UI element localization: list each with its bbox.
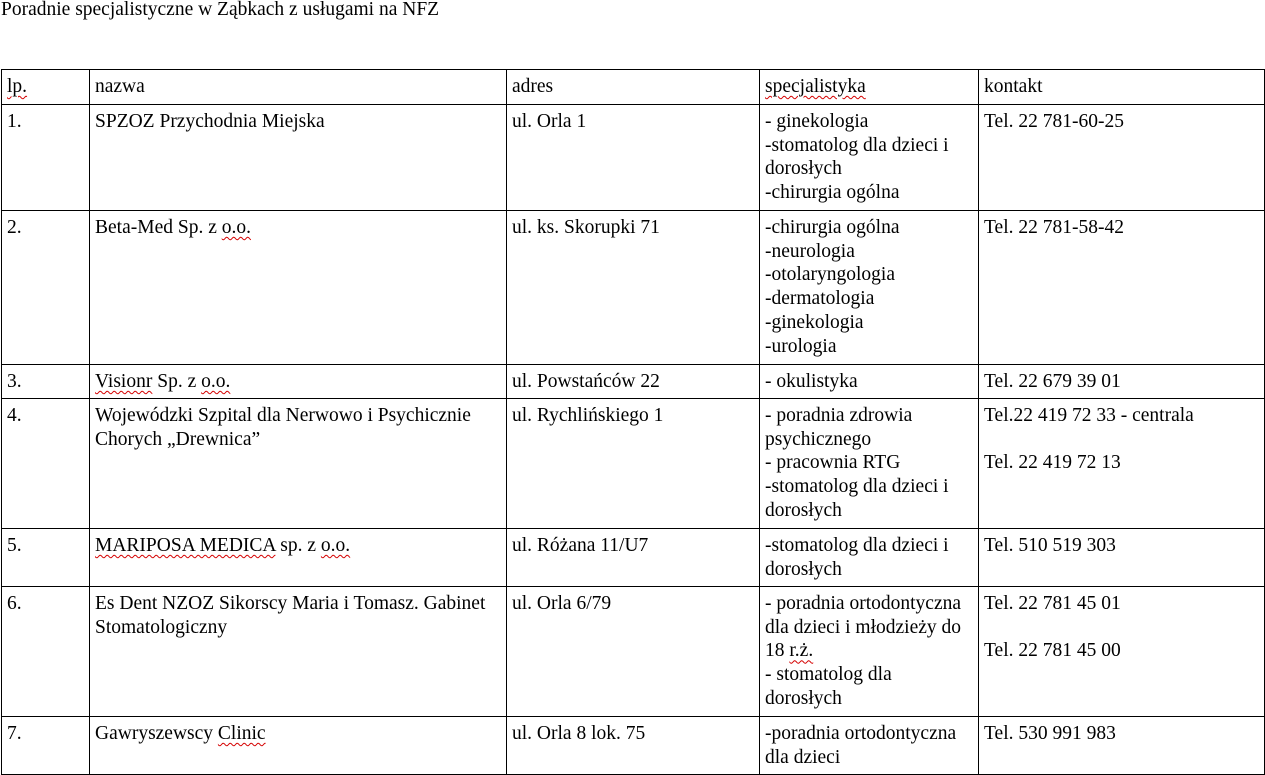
table-row <box>2 399 1265 529</box>
table-row <box>2 211 1265 365</box>
specialty-line: -otolaryngologia <box>765 264 895 286</box>
cell-lp <box>2 399 90 529</box>
clinic-name-part: o.o. <box>201 371 231 392</box>
clinics-table <box>1 69 1265 775</box>
header-nazwa <box>90 70 507 105</box>
contact-phone: Tel. 22 679 39 01 <box>984 371 1121 392</box>
header-specjalistyka <box>760 70 979 105</box>
cell-kontakt <box>979 365 1265 399</box>
cell-lp <box>2 587 90 717</box>
clinic-name-part: Beta-Med Sp. z <box>95 217 222 238</box>
cell-nazwa <box>90 717 507 775</box>
clinic-address: ul. Orla 1 <box>512 111 587 132</box>
cell-kontakt <box>979 105 1265 211</box>
cell-nazwa <box>90 365 507 399</box>
cell-nazwa <box>90 587 507 717</box>
cell-adres <box>507 399 760 529</box>
specialty-line: -stomatolog dla dzieci i <box>765 476 949 498</box>
clinic-name-part: o.o. <box>221 217 251 238</box>
specialty-line: -ginekologia <box>765 311 864 333</box>
specialty-line: -urologia <box>765 335 837 357</box>
cell-lp <box>2 529 90 587</box>
specialty-line: -chirurgia ogólna <box>765 217 900 238</box>
document-title: Poradnie specjalistyczne w Ząbkach z usługami na NFZ <box>1 0 440 20</box>
cell-specjalistyka <box>760 105 979 211</box>
cell-nazwa <box>90 529 507 587</box>
row-number: 2. <box>7 217 22 238</box>
clinic-name-part: o.o. <box>320 535 351 556</box>
cell-kontakt <box>979 529 1265 587</box>
row-number: 3. <box>7 371 22 392</box>
table-header-row <box>2 70 1265 105</box>
cell-nazwa <box>90 399 507 529</box>
clinic-address: ul. Orla 8 lok. 75 <box>512 723 646 744</box>
contact-phone: Tel. 22 781-58-42 <box>984 217 1124 238</box>
table-row <box>2 717 1265 775</box>
cell-kontakt <box>979 399 1265 529</box>
table-row <box>2 587 1265 717</box>
cell-adres <box>507 529 760 587</box>
table-row <box>2 365 1265 399</box>
clinic-address: ul. Rychlińskiego 1 <box>512 405 664 426</box>
contact-phone: Tel. 22 781 45 00 <box>984 640 1121 662</box>
row-number: 7. <box>7 723 22 744</box>
clinic-name <box>95 371 230 392</box>
cell-kontakt <box>979 211 1265 365</box>
clinic-name <box>95 217 251 238</box>
cell-adres <box>507 365 760 399</box>
specialty-line: dla dzieci <box>765 746 841 768</box>
cell-lp <box>2 365 90 399</box>
header-specjalistyka-label: specjalistyka <box>765 76 866 97</box>
clinic-address: ul. Różana 11/U7 <box>512 535 649 556</box>
specialty-line: dorosłych <box>765 687 842 709</box>
header-lp-label: lp. <box>7 76 28 97</box>
specialty-line: dorosłych <box>765 499 842 521</box>
specialty-line: dla dzieci i młodzieży do <box>765 616 962 638</box>
cell-lp <box>2 211 90 365</box>
cell-specjalistyka <box>760 211 979 365</box>
header-nazwa-label: nazwa <box>95 76 145 97</box>
header-kontakt <box>979 70 1265 105</box>
specialty-line: dorosłych <box>765 158 842 180</box>
contact-phone: Tel. 510 519 303 <box>984 535 1116 556</box>
cell-specjalistyka <box>760 529 979 587</box>
clinic-address: ul. Powstańców 22 <box>512 371 660 392</box>
clinic-name-part: Visionr <box>95 371 153 392</box>
header-adres-label: adres <box>512 76 554 97</box>
specialty-line: -stomatolog dla dzieci i <box>765 535 949 556</box>
specialty-line: -stomatolog dla dzieci i <box>765 134 949 156</box>
cell-kontakt <box>979 587 1265 717</box>
row-number: 4. <box>7 405 22 426</box>
clinic-address: ul. Orla 6/79 <box>512 593 612 614</box>
specialty-line: - pracownia RTG <box>765 452 901 474</box>
header-lp <box>2 70 90 105</box>
cell-adres <box>507 211 760 365</box>
specialty-line: -dermatologia <box>765 288 875 310</box>
clinic-name-part: MARIPOSA MEDICA <box>95 535 276 556</box>
specialty-line: - ginekologia <box>765 111 869 132</box>
clinic-address: ul. ks. Skorupki 71 <box>512 217 660 238</box>
specialty-line <box>765 639 974 663</box>
specialty-line: psychicznego <box>765 428 872 450</box>
cell-specjalistyka <box>760 399 979 529</box>
cell-specjalistyka <box>760 717 979 775</box>
table-row <box>2 529 1265 587</box>
cell-lp <box>2 105 90 211</box>
specialty-line: - poradnia ortodontyczna <box>765 593 962 614</box>
cell-kontakt <box>979 717 1265 775</box>
specialty-line: dorosłych <box>765 558 842 580</box>
clinic-name: SPZOZ Przychodnia Miejska <box>95 111 325 132</box>
clinic-name <box>95 723 266 744</box>
contact-phone: Tel. 530 991 983 <box>984 723 1116 744</box>
clinic-name-part: Sp. z <box>152 371 202 392</box>
cell-nazwa <box>90 211 507 365</box>
cell-specjalistyka <box>760 365 979 399</box>
specialty-line: -poradnia ortodontyczna <box>765 723 957 744</box>
cell-adres <box>507 105 760 211</box>
row-number: 1. <box>7 111 22 132</box>
blank-line <box>984 616 1260 640</box>
contact-phone: Tel. 22 781-60-25 <box>984 111 1124 132</box>
clinic-name-part: Clinic <box>217 723 266 744</box>
contact-phone: Tel. 22 781 45 01 <box>984 593 1121 614</box>
row-number: 5. <box>7 535 22 556</box>
clinic-name: Es Dent NZOZ Sikorscy Maria i Tomasz. Gabinet Stomatologiczny <box>95 593 486 638</box>
cell-lp <box>2 717 90 775</box>
cell-specjalistyka <box>760 587 979 717</box>
header-adres <box>507 70 760 105</box>
specialty-part: r.ż. <box>789 640 814 662</box>
clinic-name-part: sp. z <box>275 535 321 556</box>
cell-adres <box>507 717 760 775</box>
header-kontakt-label: kontakt <box>984 76 1043 97</box>
cell-adres <box>507 587 760 717</box>
contact-phone: Tel. 22 419 72 13 <box>984 452 1121 474</box>
specialty-line: - stomatolog dla <box>765 664 892 686</box>
clinic-name: Wojewódzki Szpital dla Nerwowo i Psychicznie Chorych „Drewnica” <box>95 405 471 450</box>
clinic-name-part: Gawryszewscy <box>95 723 218 744</box>
table-row <box>2 105 1265 211</box>
specialty-line: - poradnia zdrowia <box>765 405 913 426</box>
row-number: 6. <box>7 593 22 614</box>
specialty-part: 18 <box>765 640 790 662</box>
specialty-line: -chirurgia ogólna <box>765 182 900 204</box>
contact-phone: Tel.22 419 72 33 - centrala <box>984 405 1194 426</box>
blank-line <box>984 428 1260 452</box>
clinic-name <box>95 535 350 556</box>
specialty-line: - okulistyka <box>765 371 858 392</box>
specialty-line: -neurologia <box>765 240 855 262</box>
cell-nazwa <box>90 105 507 211</box>
